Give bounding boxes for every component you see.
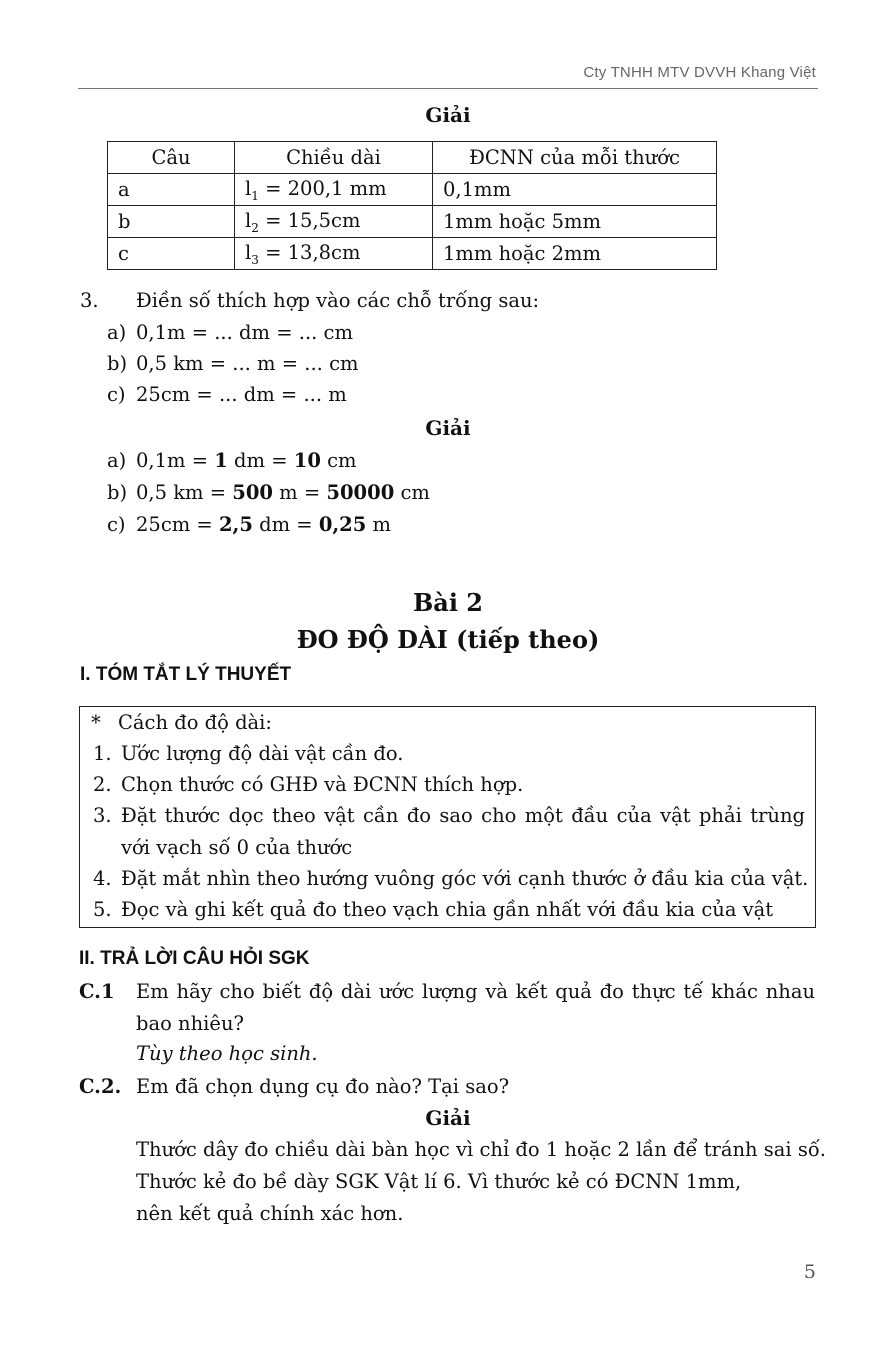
table-cell: $l_3 = 13,8cm$	[235, 238, 433, 270]
header-divider	[78, 88, 818, 89]
q3-item-label: a)	[107, 321, 127, 344]
table-header-cell: Chiều dài	[235, 142, 433, 174]
q3-item-text: 0,5 km = ... m = ... cm	[136, 352, 359, 375]
theory-heading: Cách đo độ dài:	[118, 711, 272, 734]
q3-answer-label: b)	[107, 481, 128, 504]
table-header-cell: Câu	[108, 142, 235, 174]
giai-heading-1: Giải	[425, 103, 471, 127]
c1-answer: Tùy theo học sinh.	[136, 1042, 318, 1065]
theory-item-text: với vạch số 0 của thước	[121, 836, 353, 859]
theory-item-number: 1.	[93, 742, 112, 765]
lesson-title: ĐO ĐỘ DÀI (tiếp theo)	[296, 625, 600, 654]
theory-item-text: Đọc và ghi kết quả đo theo vạch chia gần nhất với đầu kia của vật	[121, 898, 774, 921]
lesson-number: Bài 2	[412, 588, 483, 617]
c2-answer-line: nên kết quả chính xác hơn.	[136, 1202, 404, 1225]
table-cell: a	[108, 174, 235, 206]
q3-text: Điền số thích hợp vào các chỗ trống sau:	[136, 289, 540, 312]
star-bullet: *	[91, 711, 101, 734]
table-cell: $l_1 = 200,1$ mm	[235, 174, 433, 206]
solution-table	[107, 141, 717, 270]
q3-answer: 0,5 km = 500 m = 50000 cm	[136, 481, 430, 504]
table-row	[108, 206, 717, 238]
table-header-cell: ĐCNN của mỗi thước	[433, 142, 717, 174]
giai-heading-3: Giải	[425, 1106, 471, 1130]
q3-item-label: c)	[107, 383, 126, 406]
theory-item-text: Ước lượng độ dài vật cần đo.	[121, 742, 404, 765]
q3-item-text: 25cm = ... dm = ... m	[136, 383, 347, 406]
q3-number: 3.	[80, 289, 99, 312]
table-cell: 1mm hoặc 5mm	[433, 206, 717, 238]
page-number: 5	[803, 1261, 816, 1283]
table-cell: 1mm hoặc 2mm	[433, 238, 717, 270]
table-row	[108, 238, 717, 270]
table-cell: $l_2 = 15,5cm$	[235, 206, 433, 238]
q3-item-text: 0,1m = ... dm = ... cm	[136, 321, 353, 344]
theory-item-number: 5.	[93, 898, 112, 921]
theory-item-text: Đặt thước dọc theo vật cần đo sao cho một đầu của vật phải trùng	[121, 804, 805, 827]
q3-answer-label: a)	[107, 449, 127, 472]
table-cell: b	[108, 206, 235, 238]
theory-item-text: Chọn thước có GHĐ và ĐCNN thích hợp.	[121, 773, 524, 796]
c2-answer-line: Thước kẻ đo bề dày SGK Vật lí 6. Vì thước kẻ có ĐCNN 1mm,	[136, 1170, 742, 1193]
theory-item-number: 4.	[93, 867, 112, 890]
c1-question: Em hãy cho biết độ dài ước lượng và kết quả đo thực tế khác nhau	[136, 980, 815, 1003]
giai-heading-2: Giải	[425, 416, 471, 440]
theory-item-text: Đặt mắt nhìn theo hướng vuông góc với cạnh thước ở đầu kia của vật.	[121, 867, 809, 890]
q3-answer-label: c)	[107, 513, 126, 536]
table-header-row	[108, 142, 717, 174]
section-heading-2: II. TRẢ LỜI CÂU HỎI SGK	[79, 948, 310, 969]
table-cell: c	[108, 238, 235, 270]
q3-item-label: b)	[107, 352, 128, 375]
c2-question: Em đã chọn dụng cụ đo nào? Tại sao?	[136, 1075, 510, 1098]
running-header: Cty TNHH MTV DVVH Khang Việt	[583, 64, 816, 81]
c1-label: C.1	[79, 980, 115, 1003]
section-heading-1: I. TÓM TẮT LÝ THUYẾT	[80, 664, 292, 685]
c2-answer-line: Thước dây đo chiều dài bàn học vì chỉ đo 1 hoặc 2 lần để tránh sai số.	[136, 1138, 826, 1161]
c2-label: C.2.	[79, 1075, 122, 1098]
q3-answer: 25cm = 2,5 dm = 0,25 m	[136, 513, 392, 536]
table-cell: 0,1mm	[433, 174, 717, 206]
theory-item-number: 2.	[93, 773, 112, 796]
q3-answer: 0,1m = 1 dm = 10 cm	[136, 449, 357, 472]
c1-question-cont: bao nhiêu?	[136, 1012, 244, 1035]
theory-item-number: 3.	[93, 804, 112, 827]
table-row	[108, 174, 717, 206]
